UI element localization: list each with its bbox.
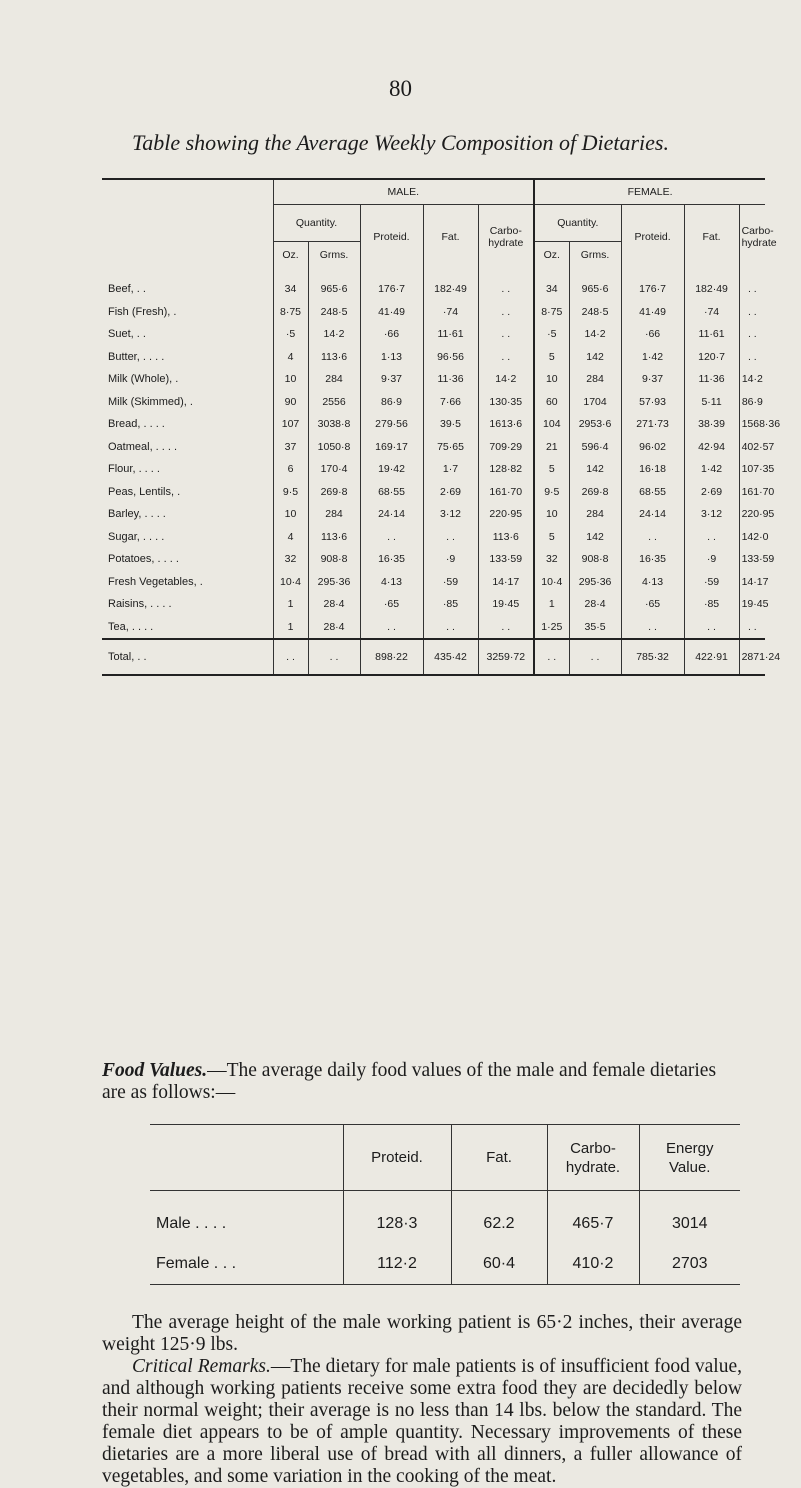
female-header: FEMALE. — [534, 179, 765, 205]
male-value-cell: ·59 — [423, 571, 478, 594]
female-value-cell: 14·17 — [739, 571, 765, 594]
female-value-cell: ·74 — [684, 301, 739, 324]
male-fat-header: Fat. — [423, 205, 478, 269]
food-name: Bread, . . . . — [108, 418, 165, 431]
total-cell: . . — [308, 639, 360, 675]
male-value-cell: 284 — [308, 503, 360, 526]
corner-cell — [102, 179, 273, 268]
value-cell: 60·4 — [451, 1244, 547, 1285]
proteid-header: Proteid. — [343, 1125, 451, 1191]
female-value-cell: 68·55 — [621, 481, 684, 504]
food-row — [102, 391, 765, 414]
male-value-cell: 39·5 — [423, 413, 478, 436]
total-cell: 2871·24 — [739, 639, 765, 675]
male-value-cell: 10 — [273, 368, 308, 391]
male-value-cell: 709·29 — [478, 436, 534, 459]
male-value-cell: 14·2 — [478, 368, 534, 391]
female-value-cell: 5·11 — [684, 391, 739, 414]
female-value-cell: 1·25 — [534, 616, 569, 640]
female-value-cell: 60 — [534, 391, 569, 414]
male-value-cell: 9·37 — [360, 368, 423, 391]
male-value-cell: 965·6 — [308, 268, 360, 301]
female-value-cell: 9·37 — [621, 368, 684, 391]
female-value-cell: 133·59 — [739, 548, 765, 571]
male-value-cell: 170·4 — [308, 458, 360, 481]
food-row — [102, 323, 765, 346]
male-value-cell: 269·8 — [308, 481, 360, 504]
male-value-cell: 3·12 — [423, 503, 478, 526]
food-row — [102, 526, 765, 549]
female-value-cell: 14·2 — [569, 323, 621, 346]
male-value-cell: 96·56 — [423, 346, 478, 369]
male-value-cell: 11·61 — [423, 323, 478, 346]
male-value-cell: ·66 — [360, 323, 423, 346]
carbohydrate-header: Carbo- hydrate. — [547, 1125, 639, 1191]
total-cell: 422·91 — [684, 639, 739, 675]
male-value-cell: ·65 — [360, 593, 423, 616]
female-value-cell: 142 — [569, 458, 621, 481]
female-fat-header: Fat. — [684, 205, 739, 269]
total-cell: . . — [273, 639, 308, 675]
page-number: 80 — [389, 76, 412, 101]
total-row — [102, 639, 765, 675]
male-value-cell: 37 — [273, 436, 308, 459]
female-value-cell: 142 — [569, 346, 621, 369]
male-value-cell: 7·66 — [423, 391, 478, 414]
dietary-composition-table — [102, 178, 781, 676]
critical-remarks-paragraph — [102, 1356, 742, 1488]
female-value-cell: 16·18 — [621, 458, 684, 481]
male-header: MALE. — [273, 179, 534, 205]
row-label: Female . . . — [150, 1244, 343, 1285]
female-value-cell: 11·36 — [684, 368, 739, 391]
male-value-cell: 8·75 — [273, 301, 308, 324]
food-row — [102, 268, 765, 301]
female-value-cell: . . — [739, 616, 765, 640]
male-value-cell: 19·42 — [360, 458, 423, 481]
female-value-cell: 1 — [534, 593, 569, 616]
female-value-cell: 284 — [569, 368, 621, 391]
female-value-cell: 248·5 — [569, 301, 621, 324]
food-name: Barley, . . . . — [108, 508, 166, 521]
male-value-cell: . . — [478, 346, 534, 369]
value-cell: 128·3 — [343, 1191, 451, 1245]
female-value-cell: 38·39 — [684, 413, 739, 436]
female-value-cell: 182·49 — [684, 268, 739, 301]
female-value-cell: . . — [684, 526, 739, 549]
female-value-cell: 35·5 — [569, 616, 621, 640]
male-quantity-header: Quantity. — [273, 205, 360, 242]
food-row — [102, 413, 765, 436]
male-value-cell: . . — [423, 616, 478, 640]
male-value-cell: 107 — [273, 413, 308, 436]
female-value-cell: 3·12 — [684, 503, 739, 526]
female-value-cell: ·85 — [684, 593, 739, 616]
row-label: Male . . . . — [156, 1215, 227, 1232]
food-name: Fresh Vegetables, . — [108, 575, 203, 588]
male-row — [150, 1191, 740, 1245]
male-value-cell: 4·13 — [360, 571, 423, 594]
food-row — [102, 346, 765, 369]
female-value-cell: 42·94 — [684, 436, 739, 459]
female-value-cell: 14·2 — [739, 368, 765, 391]
male-value-cell: 24·14 — [360, 503, 423, 526]
food-name: Potatoes, . . . . — [108, 553, 179, 566]
male-value-cell: 16·35 — [360, 548, 423, 571]
female-value-cell: 161·70 — [739, 481, 765, 504]
female-value-cell: 11·61 — [684, 323, 739, 346]
female-value-cell: ·5 — [534, 323, 569, 346]
female-value-cell: . . — [739, 346, 765, 369]
food-values-table — [150, 1124, 740, 1285]
male-value-cell: ·9 — [423, 548, 478, 571]
male-value-cell: 1 — [273, 593, 308, 616]
male-value-cell: ·85 — [423, 593, 478, 616]
female-value-cell: . . — [739, 301, 765, 324]
female-value-cell: 104 — [534, 413, 569, 436]
food-row — [102, 616, 765, 640]
critical-remarks-text: —The dietary for male patients is of insufficient food value, and although working patients receive some extra food they are decidedly below their normal weight; their average is no less than 14 lbs. below the standard. The female diet appears to be of ample quantity. Necessary improvements of these dietaries are a more liberal use of bread with all dinners, a fuller allowance of vegetables, and some variation in the cooking of the meat. — [102, 1356, 742, 1487]
male-value-cell: 75·65 — [423, 436, 478, 459]
food-row — [102, 548, 765, 571]
male-value-cell: 908·8 — [308, 548, 360, 571]
female-value-cell: 142·0 — [739, 526, 765, 549]
food-row — [102, 481, 765, 504]
food-name: Milk (Whole), . — [108, 373, 179, 386]
female-value-cell: 271·73 — [621, 413, 684, 436]
food-row — [102, 593, 765, 616]
female-value-cell: 86·9 — [739, 391, 765, 414]
food-row — [102, 301, 765, 324]
female-value-cell: 284 — [569, 503, 621, 526]
value-cell: 112·2 — [343, 1244, 451, 1285]
female-value-cell: 96·02 — [621, 436, 684, 459]
female-value-cell: 295·36 — [569, 571, 621, 594]
female-value-cell: 10 — [534, 368, 569, 391]
female-value-cell: 34 — [534, 268, 569, 301]
fat-header: Fat. — [451, 1125, 547, 1191]
total-label: Total, . . — [102, 639, 273, 675]
female-value-cell: 1568·36 — [739, 413, 765, 436]
female-value-cell: 28·4 — [569, 593, 621, 616]
female-carbo-header: Carbo- hydrate — [739, 205, 765, 269]
female-value-cell: ·66 — [621, 323, 684, 346]
female-value-cell: ·59 — [684, 571, 739, 594]
male-value-cell: 113·6 — [308, 346, 360, 369]
female-value-cell: . . — [739, 268, 765, 301]
male-value-cell: 4 — [273, 346, 308, 369]
female-value-cell: 176·7 — [621, 268, 684, 301]
male-value-cell: 10 — [273, 503, 308, 526]
food-name: Raisins, . . . . — [108, 598, 172, 611]
male-carbo-header: Carbo- hydrate — [478, 205, 534, 269]
female-value-cell: 2953·6 — [569, 413, 621, 436]
male-value-cell: 128·82 — [478, 458, 534, 481]
male-value-cell: 86·9 — [360, 391, 423, 414]
male-value-cell: . . — [360, 616, 423, 640]
table-title: Table showing the Average Weekly Composition of Dietaries. — [132, 130, 669, 155]
female-value-cell: ·9 — [684, 548, 739, 571]
female-oz-header: Oz. — [534, 242, 569, 269]
male-value-cell: 9·5 — [273, 481, 308, 504]
value-cell: 410·2 — [547, 1244, 639, 1285]
female-grms-header: Grms. — [569, 242, 621, 269]
female-value-cell: 5 — [534, 526, 569, 549]
female-value-cell: 21 — [534, 436, 569, 459]
food-name: Fish (Fresh), . — [108, 305, 177, 318]
male-value-cell: 1·7 — [423, 458, 478, 481]
female-value-cell: ·65 — [621, 593, 684, 616]
male-value-cell: 28·4 — [308, 593, 360, 616]
female-value-cell: 24·14 — [621, 503, 684, 526]
food-values-intro — [102, 1060, 742, 1104]
food-name: Tea, . . . . — [108, 620, 154, 633]
male-value-cell: 2556 — [308, 391, 360, 414]
food-values-lead: Food Values. — [102, 1060, 208, 1081]
female-value-cell: 120·7 — [684, 346, 739, 369]
female-value-cell: 32 — [534, 548, 569, 571]
male-value-cell: 248·5 — [308, 301, 360, 324]
value-cell: 3014 — [639, 1191, 740, 1245]
food-name: Oatmeal, . . . . — [108, 440, 178, 453]
female-value-cell: 2·69 — [684, 481, 739, 504]
male-value-cell: 28·4 — [308, 616, 360, 640]
male-value-cell: 161·70 — [478, 481, 534, 504]
total-cell: 898·22 — [360, 639, 423, 675]
female-value-cell: 57·93 — [621, 391, 684, 414]
male-value-cell: 4 — [273, 526, 308, 549]
female-value-cell: 16·35 — [621, 548, 684, 571]
male-value-cell: 284 — [308, 368, 360, 391]
male-value-cell: . . — [478, 268, 534, 301]
male-value-cell: 182·49 — [423, 268, 478, 301]
food-row — [102, 458, 765, 481]
female-value-cell: 965·6 — [569, 268, 621, 301]
corner-cell — [150, 1125, 343, 1191]
food-row — [102, 368, 765, 391]
male-grms-header: Grms. — [308, 242, 360, 269]
male-value-cell: 14·17 — [478, 571, 534, 594]
male-value-cell: 169·17 — [360, 436, 423, 459]
female-value-cell: 596·4 — [569, 436, 621, 459]
total-cell: 3259·72 — [478, 639, 534, 675]
female-value-cell: 142 — [569, 526, 621, 549]
female-value-cell: 908·8 — [569, 548, 621, 571]
male-value-cell: 113·6 — [308, 526, 360, 549]
female-proteid-header: Proteid. — [621, 205, 684, 269]
total-cell: . . — [569, 639, 621, 675]
male-value-cell: 295·36 — [308, 571, 360, 594]
male-value-cell: 130·35 — [478, 391, 534, 414]
male-proteid-header: Proteid. — [360, 205, 423, 269]
female-value-cell: 5 — [534, 458, 569, 481]
male-value-cell: 1050·8 — [308, 436, 360, 459]
value-cell: 62.2 — [451, 1191, 547, 1245]
male-value-cell: 10·4 — [273, 571, 308, 594]
male-value-cell: . . — [360, 526, 423, 549]
food-row — [102, 436, 765, 459]
food-name: Peas, Lentils, . — [108, 485, 181, 498]
female-value-cell: 1·42 — [621, 346, 684, 369]
female-value-cell: 8·75 — [534, 301, 569, 324]
total-cell: . . — [534, 639, 569, 675]
female-value-cell: 402·57 — [739, 436, 765, 459]
total-cell: 435·42 — [423, 639, 478, 675]
female-value-cell: 10 — [534, 503, 569, 526]
male-value-cell: 11·36 — [423, 368, 478, 391]
male-value-cell: . . — [478, 616, 534, 640]
female-value-cell: 10·4 — [534, 571, 569, 594]
male-value-cell: 14·2 — [308, 323, 360, 346]
value-cell: 465·7 — [547, 1191, 639, 1245]
food-name: Milk (Skimmed), . — [108, 395, 193, 408]
male-value-cell: 3038·8 — [308, 413, 360, 436]
female-value-cell: . . — [684, 616, 739, 640]
male-value-cell: 6 — [273, 458, 308, 481]
male-value-cell: ·5 — [273, 323, 308, 346]
male-value-cell: 41·49 — [360, 301, 423, 324]
female-value-cell: 269·8 — [569, 481, 621, 504]
male-value-cell: 113·6 — [478, 526, 534, 549]
food-name: Sugar, . . . . — [108, 530, 165, 543]
food-name: Butter, . . . . — [108, 350, 165, 363]
food-name: Flour, . . . . — [108, 463, 160, 476]
food-values-text: —The average daily food values of the male and female dietaries are as follows:— — [102, 1060, 717, 1103]
female-quantity-header: Quantity. — [534, 205, 621, 242]
food-rows — [102, 268, 781, 639]
male-value-cell: 1·13 — [360, 346, 423, 369]
male-value-cell: . . — [478, 323, 534, 346]
female-value-cell: 107·35 — [739, 458, 765, 481]
male-value-cell: 34 — [273, 268, 308, 301]
female-value-cell: 1704 — [569, 391, 621, 414]
female-value-cell: 19·45 — [739, 593, 765, 616]
male-value-cell: 2·69 — [423, 481, 478, 504]
food-row — [102, 503, 765, 526]
energy-value-header: Energy Value. — [639, 1125, 740, 1191]
female-value-cell: . . — [621, 526, 684, 549]
male-value-cell: 19·45 — [478, 593, 534, 616]
female-value-cell: 1·42 — [684, 458, 739, 481]
male-value-cell: 176·7 — [360, 268, 423, 301]
male-value-cell: 90 — [273, 391, 308, 414]
average-height-paragraph: The average height of the male working patient is 65·2 inches, their average weight 125·9 lbs. — [102, 1312, 742, 1355]
male-value-cell: 279·56 — [360, 413, 423, 436]
female-value-cell: 41·49 — [621, 301, 684, 324]
food-name: Beef, . . — [108, 283, 146, 296]
male-value-cell: ·74 — [423, 301, 478, 324]
male-value-cell: 1613·6 — [478, 413, 534, 436]
female-value-cell: 5 — [534, 346, 569, 369]
male-oz-header: Oz. — [273, 242, 308, 269]
value-cell: 2703 — [639, 1244, 740, 1285]
male-value-cell: 32 — [273, 548, 308, 571]
male-value-cell: . . — [478, 301, 534, 324]
female-value-cell: . . — [621, 616, 684, 640]
male-value-cell: . . — [423, 526, 478, 549]
food-row — [102, 571, 765, 594]
female-value-cell: . . — [739, 323, 765, 346]
female-value-cell: 220·95 — [739, 503, 765, 526]
male-value-cell: 133·59 — [478, 548, 534, 571]
food-name: Suet, . . — [108, 328, 146, 341]
male-value-cell: 1 — [273, 616, 308, 640]
female-row — [150, 1244, 740, 1285]
critical-remarks-lead: Critical Remarks. — [132, 1356, 271, 1377]
female-value-cell: 9·5 — [534, 481, 569, 504]
female-value-cell: 4·13 — [621, 571, 684, 594]
male-value-cell: 68·55 — [360, 481, 423, 504]
total-cell: 785·32 — [621, 639, 684, 675]
male-value-cell: 220·95 — [478, 503, 534, 526]
